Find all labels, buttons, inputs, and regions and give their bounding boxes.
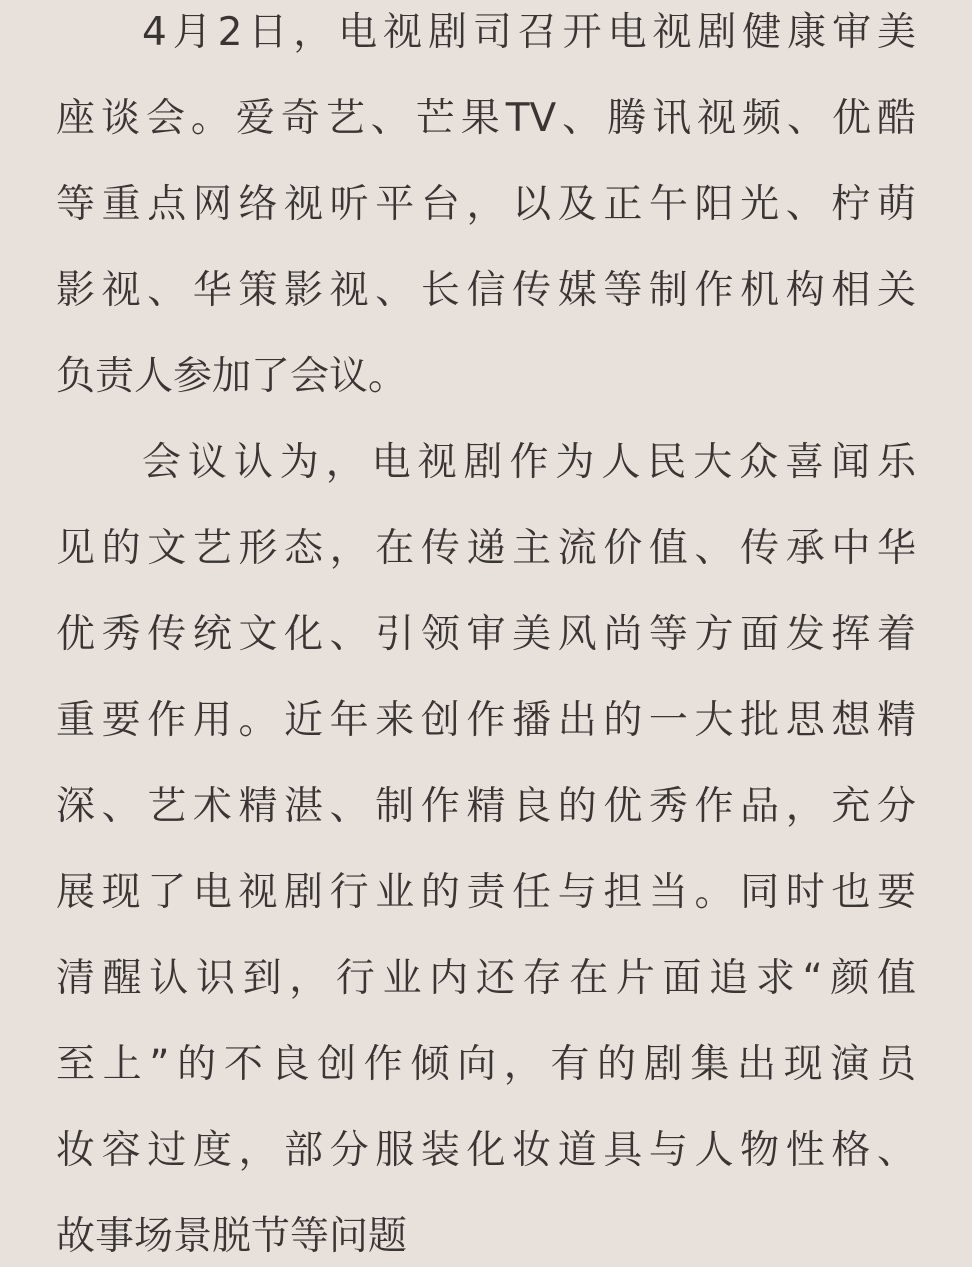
paragraph-1-line-4: 影视、华策影视、长信传媒等制作机构相关	[56, 268, 916, 313]
paragraph-1-line-5: 负责人参加了会议。	[56, 354, 408, 399]
paragraph-2-line-4: 重要作用。近年来创作播出的一大批思想精	[56, 698, 916, 743]
paragraph-2-line-1: 会议认为，电视剧作为人民大众喜闻乐	[142, 440, 916, 485]
paragraph-2-line-5: 深、艺术精湛、制作精良的优秀作品，充分	[56, 784, 916, 829]
paragraph-2-line-2: 见的文艺形态，在传递主流价值、传承中华	[56, 526, 916, 571]
paragraph-1-line-3: 等重点网络视听平台，以及正午阳光、柠萌	[56, 182, 916, 227]
paragraph-2-line-10-partial: 故事场景脱节等问题	[56, 1214, 408, 1259]
paragraph-2-line-7: 清醒认识到，行业内还存在片面追求“颜值	[56, 956, 916, 1001]
paragraph-1-line-1: 4月2日，电视剧司召开电视剧健康审美	[142, 10, 916, 55]
paragraph-2-line-8: 至上”的不良创作倾向，有的剧集出现演员	[56, 1042, 916, 1087]
paragraph-1-line-2: 座谈会。爱奇艺、芒果TV、腾讯视频、优酷	[56, 96, 916, 141]
paragraph-2-line-6: 展现了电视剧行业的责任与担当。同时也要	[56, 870, 916, 915]
paragraph-2-line-9: 妆容过度，部分服装化妆道具与人物性格、	[56, 1128, 916, 1173]
paragraph-2-line-3: 优秀传统文化、引领审美风尚等方面发挥着	[56, 612, 916, 657]
